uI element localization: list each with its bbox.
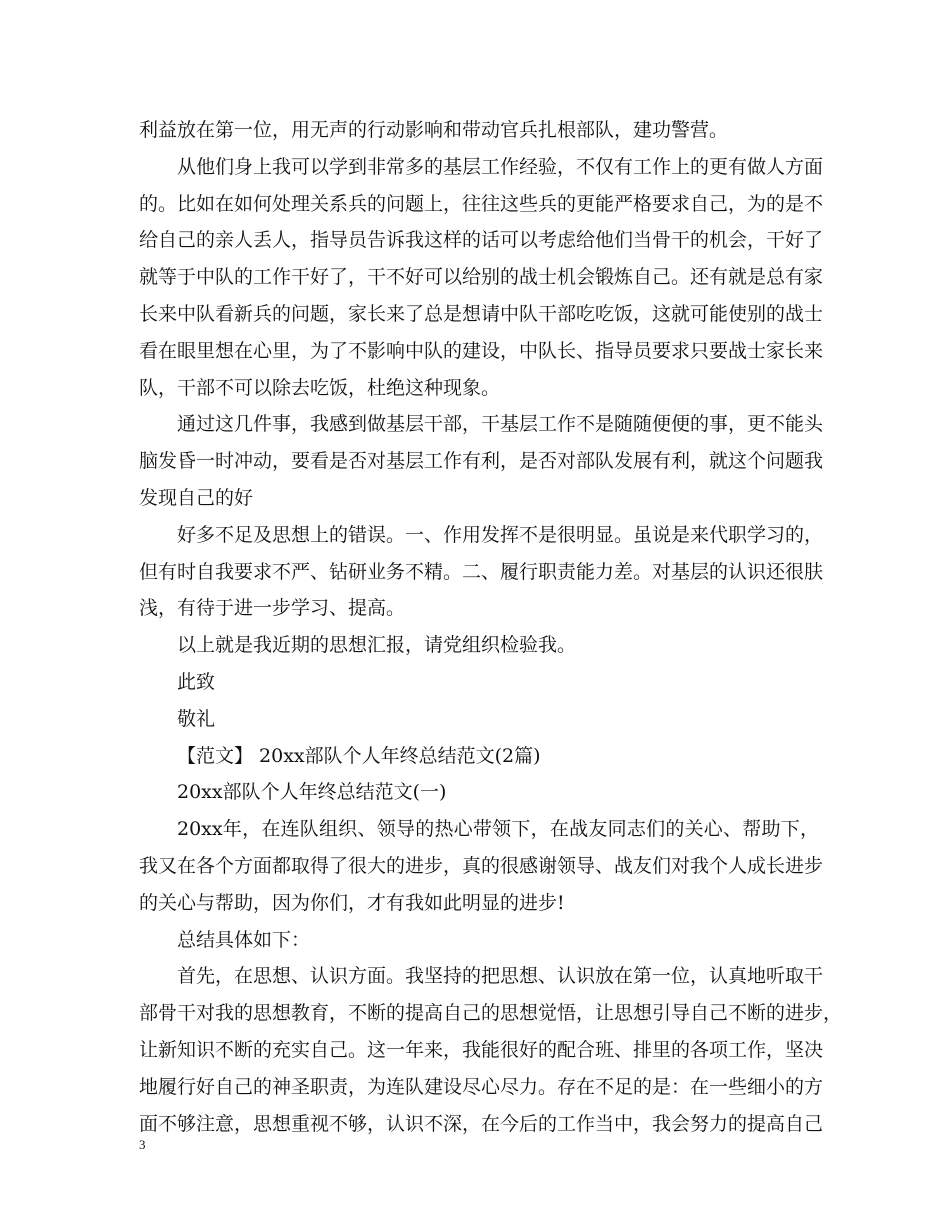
text-line: 看在眼里想在心里，为了不影响中队的建设，中队长、指导员要求只要战士家长来	[139, 339, 824, 362]
text-line: 好多不足及思想上的错误。一、作用发挥不是很明显。虽说是来代职学习的，	[177, 523, 824, 546]
text-line: 但有时自我要求不严、钻研业务不精。二、履行职责能力差。对基层的认识还很肤	[139, 560, 824, 583]
text-line: 20xx部队个人年终总结范文(一)	[177, 781, 447, 804]
page-number: 3	[139, 1137, 146, 1152]
text-line: 浅，有待于进一步学习、提高。	[139, 597, 406, 620]
text-line: 长来中队看新兵的问题，家长来了总是想请中队干部吃吃饭，这就可能使别的战士	[139, 302, 824, 325]
text-line: 利益放在第一位，用无声的行动影响和带动官兵扎根部队，建功警营。	[139, 119, 729, 141]
text-line: 的关心与帮助，因为你们，才有我如此明显的进步!	[139, 891, 565, 914]
text-line: 部骨干对我的思想教育，不断的提高自己的思想觉悟，让思想引导自己不断的进步，	[139, 1002, 843, 1025]
text-line: 地履行好自己的神圣职责，为连队建设尽心尽力。存在不足的是：在一些细小的方	[139, 1075, 824, 1098]
text-line: 总结具体如下：	[177, 928, 311, 951]
text-line: 敬礼	[177, 707, 216, 730]
text-line: 脑发昏一时冲动，要看是否对基层工作有利，是否对部队发展有利，就这个问题我	[139, 450, 824, 473]
text-line: 面不够注意，思想重视不够，认识不深，在今后的工作当中，我会努力的提高自己	[139, 1112, 824, 1135]
text-line: 此致	[177, 670, 216, 693]
text-line: 从他们身上我可以学到非常多的基层工作经验，不仅有工作上的更有做人方面	[177, 155, 824, 178]
text-line: 就等于中队的工作干好了，干不好可以给别的战士机会锻炼自己。还有就是总有家	[139, 266, 824, 289]
text-line: 20xx年，在连队组织、领导的热心带领下，在战友同志们的关心、帮助下，	[177, 818, 819, 841]
text-line: 以上就是我近期的思想汇报，请党组织检验我。	[177, 634, 577, 657]
text-line: 队，干部不可以除去吃饭，杜绝这种现象。	[139, 376, 501, 399]
text-line: 给自己的亲人丢人，指导员告诉我这样的话可以考虑给他们当骨干的机会，干好了	[139, 229, 824, 252]
text-line: 的。比如在如何处理关系兵的问题上，往往这些兵的更能严格要求自己，为的是不	[139, 192, 824, 215]
text-line: 首先，在思想、认识方面。我坚持的把思想、认识放在第一位，认真地听取干	[177, 965, 824, 988]
text-line: 让新知识不断的充实自己。这一年来，我能很好的配合班、排里的各项工作，坚决	[139, 1038, 824, 1061]
document-body	[139, 112, 843, 1142]
text-line: 通过这几件事，我感到做基层干部，干基层工作不是随随便便的事，更不能头	[177, 413, 824, 436]
text-line: 发现自己的好	[139, 486, 254, 509]
text-line: 我又在各个方面都取得了很大的进步，真的很感谢领导、战友们对我个人成长进步	[139, 854, 824, 877]
text-line: 【范文】 20xx部队个人年终总结范文(2篇)	[177, 744, 541, 767]
